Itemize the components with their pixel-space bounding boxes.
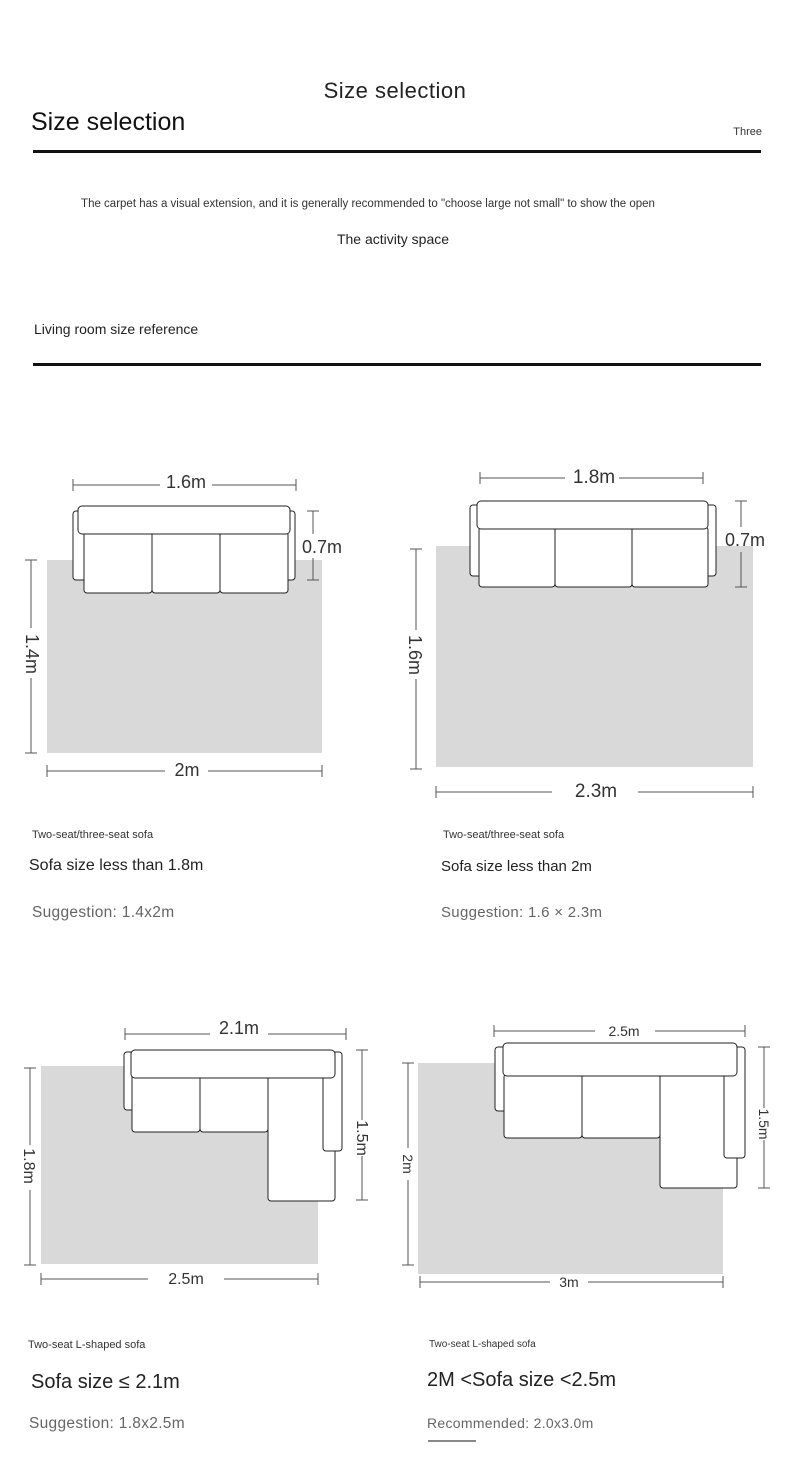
underline-mark: [428, 1440, 476, 1442]
three-seat-sofa-icon: [470, 501, 716, 587]
rug-width-label: 2.5m: [168, 1271, 204, 1288]
rug-width-label: 2.3m: [574, 781, 618, 802]
intro-text-line2: The activity space: [336, 231, 450, 247]
suggestion-text: Suggestion: 1.4x2m: [32, 904, 175, 921]
rug-height-label: 1.6m: [405, 634, 425, 676]
sofa-type-label: Two-seat L-shaped sofa: [28, 1339, 146, 1351]
rug-width-label: 3m: [559, 1274, 579, 1290]
rug-height-label: 1.8m: [20, 1148, 37, 1184]
living-room-heading: Living room size reference: [34, 321, 199, 337]
rug-diagram-3: [0, 1010, 395, 1300]
rug-diagram-1: [0, 460, 395, 790]
three-seat-sofa-icon: [73, 506, 295, 593]
sofa-type-label: Two-seat/three-seat sofa: [32, 829, 154, 841]
sofa-depth-label: 1.5m: [756, 1108, 772, 1140]
page-top-title: Size selection: [323, 78, 467, 103]
suggestion-text: Suggestion: 1.8x2.5m: [29, 1415, 185, 1432]
rug-height-label: 1.4m: [22, 633, 42, 675]
sofa-depth-label: 1.5m: [353, 1120, 370, 1156]
sofa-size-text: 2M <Sofa size <2.5m: [427, 1369, 616, 1391]
sofa-width-label: 1.8m: [572, 467, 616, 488]
rug-diagram-2: [395, 455, 790, 805]
rug-height-label: 2m: [400, 1154, 416, 1174]
rug-diagram-4: [395, 1010, 790, 1300]
suggestion-text: Recommended: 2.0x3.0m: [427, 1415, 594, 1431]
section-title: Size selection: [31, 108, 186, 136]
sofa-width-label: 2.5m: [608, 1023, 640, 1039]
rug-width-label: 2m: [174, 760, 200, 780]
sofa-size-text: Sofa size ≤ 2.1m: [31, 1371, 180, 1393]
sofa-depth-label: 0.7m: [724, 530, 766, 550]
section-divider: [33, 150, 761, 153]
suggestion-text: Suggestion: 1.6 × 2.3m: [441, 904, 603, 921]
sofa-size-text: Sofa size less than 2m: [441, 858, 592, 875]
section-number: Three: [733, 126, 762, 138]
sofa-type-label: Two-seat L-shaped sofa: [429, 1339, 536, 1350]
sofa-width-label: 2.1m: [218, 1018, 260, 1038]
sofa-size-text: Sofa size less than 1.8m: [29, 857, 204, 874]
sofa-width-label: 1.6m: [165, 472, 207, 492]
sofa-depth-label: 0.7m: [301, 537, 343, 557]
living-room-divider: [33, 363, 761, 366]
sofa-type-label: Two-seat/three-seat sofa: [443, 829, 565, 841]
intro-text-line1: The carpet has a visual extension, and it is generally recommended to "choose large not small" to show the open: [81, 198, 655, 210]
